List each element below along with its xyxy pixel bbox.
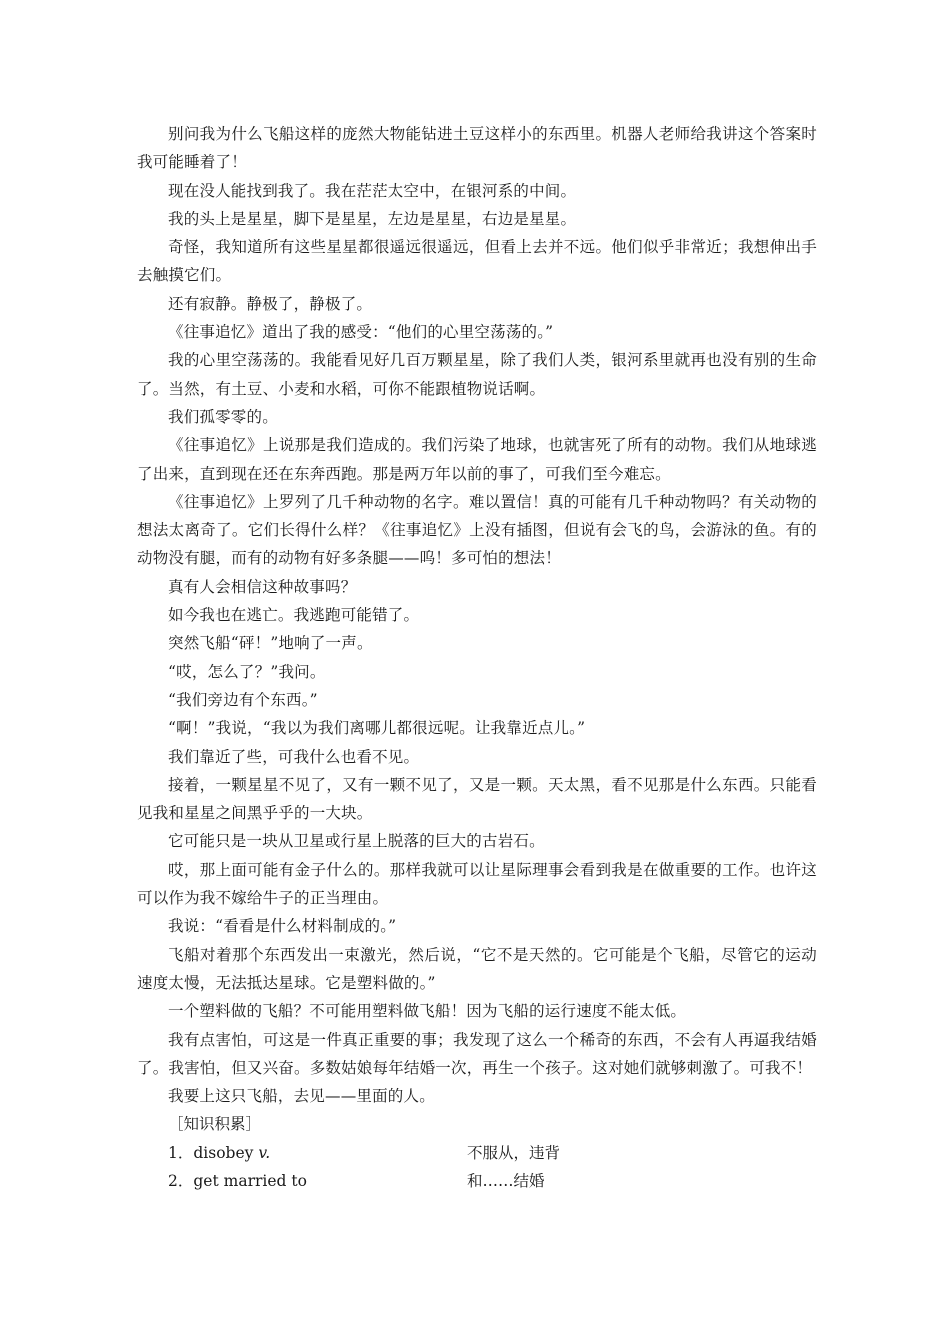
story-paragraph: “我们旁边有个东西。” — [168, 690, 318, 709]
knowledge-section-title: ［知识积累］ — [168, 1115, 262, 1134]
vocabulary-item — [137, 1167, 817, 1195]
story-paragraph: 《往事追忆》上罗列了几千种动物的名字。难以置信！真的可能有几千种动物吗？有关动物的想法太离奇了。它们长得什么样？《往事追忆》上没有插图，但说有会飞的鸟，会游泳的鱼。有的动物没有腿，而有的动物有好多条腿——呜！多可怕的想法！ — [137, 492, 817, 568]
story-paragraph: 我的心里空荡荡的。我能看见好几百万颗星星，除了我们人类，银河系里就再也没有别的生命了。当然，有土豆、小麦和水稻，可你不能跟植物说话啊。 — [137, 351, 817, 398]
story-paragraph: 《往事追忆》上说那是我们造成的。我们污染了地球，也就害死了所有的动物。我们从地球逃了出来，直到现在还在东奔西跑。那是两万年以前的事了，可我们至今难忘。 — [137, 436, 817, 483]
story-paragraph: 我说：“看看是什么材料制成的。” — [168, 917, 397, 936]
story-paragraph: “哎，怎么了？”我问。 — [168, 662, 326, 681]
story-paragraph: 我有点害怕，可这是一件真正重要的事；我发现了这么一个稀奇的东西，不会有人再逼我结婚了。我害怕，但又兴奋。多数姑娘每年结婚一次，再生一个孩子。这对她们就够刺激了。可我不！ — [137, 1030, 817, 1077]
vocabulary-word: disobey — [193, 1143, 259, 1162]
story-paragraph: 我的头上是星星，脚下是星星，左边是星星，右边是星星。 — [168, 209, 577, 228]
vocabulary-part-of-speech: v. — [258, 1143, 271, 1162]
story-paragraph: 一个塑料做的飞船？不可能用塑料做飞船！因为飞船的运行速度不能太低。 — [168, 1002, 687, 1021]
story-paragraph: 奇怪，我知道所有这些星星都很遥远很遥远，但看上去并不远。他们似乎非常近；我想伸出手去触摸它们。 — [137, 238, 817, 285]
vocabulary-number: 2． — [168, 1171, 194, 1190]
story-paragraph: 还有寂静。静极了，静极了。 — [168, 294, 373, 313]
story-body — [137, 120, 817, 1110]
story-paragraph: 突然飞船“砰！”地响了一声。 — [168, 634, 373, 653]
story-paragraph: 我们孤零零的。 — [168, 407, 278, 426]
story-paragraph: 真有人会相信这种故事吗？ — [168, 577, 357, 596]
story-paragraph: 它可能只是一块从卫星或行星上脱落的巨大的古岩石。 — [168, 832, 545, 851]
story-paragraph: 哎，那上面可能有金子什么的。那样我就可以让星际理事会看到我是在做重要的工作。也许这可以作为我不嫁给牛子的正当理由。 — [137, 860, 817, 908]
story-paragraph: 《往事追忆》道出了我的感受：“他们的心里空荡荡的。” — [168, 323, 554, 342]
vocabulary-list — [137, 1139, 817, 1196]
story-paragraph: 如今我也在逃亡。我逃跑可能错了。 — [168, 606, 420, 625]
story-paragraph: 现在没人能找到我了。我在茫茫太空中，在银河系的中间。 — [168, 181, 577, 200]
story-paragraph: 我要上这只飞船，去见——里面的人。 — [168, 1087, 435, 1106]
vocabulary-meaning: 不服从，违背 — [467, 1143, 561, 1162]
vocabulary-number: 1． — [168, 1143, 194, 1162]
story-paragraph: 接着，一颗星星不见了，又有一颗不见了，又是一颗。天太黑，看不见那是什么东西。只能看见我和星星之间黑乎乎的一大块。 — [137, 775, 817, 823]
story-paragraph: 我们靠近了些，可我什么也看不见。 — [168, 747, 420, 766]
vocabulary-item — [137, 1139, 817, 1167]
vocabulary-word: get married to — [193, 1171, 307, 1190]
document-page — [137, 120, 817, 1195]
vocabulary-term — [137, 1139, 467, 1167]
story-paragraph: “啊！”我说，“我以为我们离哪儿都很远呢。让我靠近点儿。” — [168, 719, 586, 738]
vocabulary-meaning: 和……结婚 — [467, 1171, 545, 1190]
story-paragraph: 别问我为什么飞船这样的庞然大物能钻进土豆这样小的东西里。机器人老师给我讲这个答案时我可能睡着了！ — [137, 125, 817, 172]
story-paragraph: 飞船对着那个东西发出一束激光，然后说，“它不是天然的。它可能是个飞船，尽管它的运动速度太慢，无法抵达星球。它是塑料做的。” — [137, 945, 817, 992]
vocabulary-term — [137, 1167, 467, 1195]
